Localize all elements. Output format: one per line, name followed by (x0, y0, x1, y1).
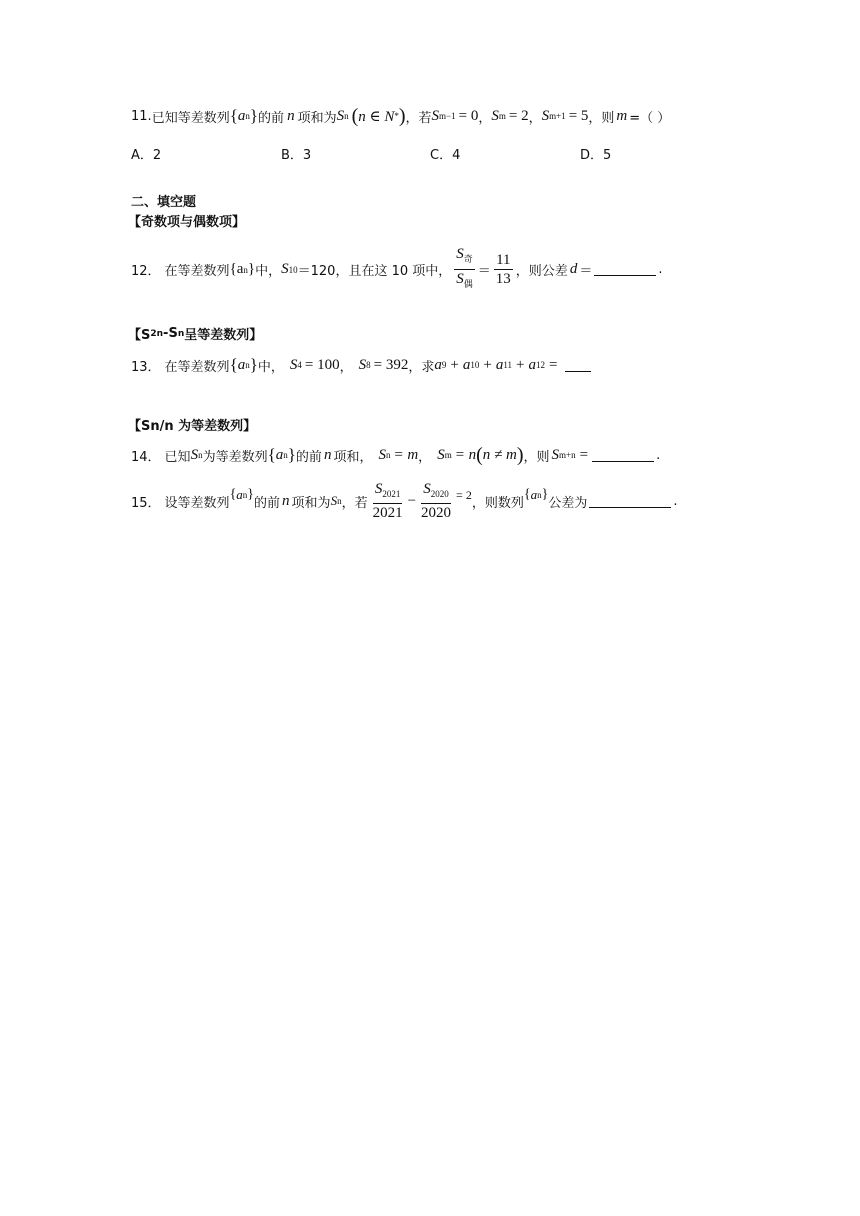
subscript: n (337, 496, 342, 506)
sequence-var: a (237, 356, 246, 373)
fraction-s2021: $\frac{S_{2021}}{2021}$ (372, 481, 403, 521)
question-text: 的前 (258, 110, 285, 126)
question-text: 公差为 (548, 495, 588, 511)
subscript: 10 (288, 264, 298, 275)
comma: ， (418, 449, 432, 465)
condition: n ∈ N (358, 108, 395, 125)
subscript: n (245, 111, 250, 121)
plus: + (483, 356, 492, 373)
variable-S: S (289, 356, 298, 373)
period: . (658, 262, 663, 277)
equation-value: = 2 (456, 487, 472, 502)
question-text: 在等差数列 (164, 264, 230, 279)
subscript: m (498, 111, 506, 121)
minus: − (407, 492, 417, 509)
option-d[interactable]: D．5 (580, 148, 612, 163)
superscript: * (394, 111, 399, 121)
subscript: 11 (503, 360, 512, 370)
question-text: 项和为 (297, 110, 337, 126)
answer-blank[interactable] (565, 359, 591, 372)
fraction-s2020: $\frac{S_{2020}}{2020}$ (421, 481, 452, 521)
question-text: ，则 (588, 110, 615, 126)
equals: ＝ (477, 264, 491, 279)
question-text: 中， (255, 264, 282, 279)
variable-S: S (431, 107, 440, 124)
subscript: m−1 (439, 111, 456, 121)
option-b[interactable]: B．3 (281, 148, 312, 163)
equation-value: = 5 (568, 107, 589, 124)
question-text: 中， (257, 359, 284, 375)
question-text: 为等差数列 (202, 449, 268, 465)
sequence-var: a (275, 446, 284, 463)
question-text: ＝120，且在这 10 项中， (297, 264, 452, 279)
answer-blank[interactable] (589, 495, 671, 508)
question-text: ，若 (341, 495, 368, 511)
question-text: 项和， (333, 449, 373, 465)
equals: = (548, 356, 558, 373)
condition: n ≠ m (482, 446, 517, 463)
question-15-number: 15． (131, 495, 161, 511)
variable-d: d (569, 261, 578, 277)
question-11-options (131, 144, 731, 162)
period: . (673, 493, 678, 509)
section-title: 二、填空题 (131, 195, 197, 210)
variable-n: n (282, 492, 290, 509)
subscript: n (245, 360, 250, 370)
subscript: 12 (535, 360, 545, 370)
answer-blank[interactable] (592, 449, 654, 462)
answer-paren: =（ ） (629, 110, 671, 126)
brace-open: { (267, 445, 276, 464)
question-text: ，则数列 (471, 495, 524, 511)
option-c[interactable]: C．4 (430, 148, 461, 163)
variable-S: S (358, 356, 367, 373)
subscript: n (344, 111, 349, 121)
topic-tag-sn-over-n: 【Sn/n 为等差数列】 (128, 419, 257, 434)
paren-close: ) (398, 105, 406, 127)
question-13-number: 13． (131, 359, 161, 375)
comma: ， (478, 110, 492, 126)
question-text: ，则公差 (515, 264, 568, 279)
subscript: n (385, 450, 391, 460)
variable-S: S (336, 107, 345, 124)
variable-S: S (330, 493, 338, 508)
question-text: 已知 (164, 449, 191, 465)
question-text: 项和为 (291, 495, 331, 511)
brace-open: { (229, 355, 238, 374)
variable-n: n (323, 446, 332, 463)
term-var: a (528, 356, 536, 373)
equation-value: = 0 (458, 107, 479, 124)
question-text: ，求 (408, 359, 435, 375)
question-text: 的前 (295, 449, 322, 465)
option-a[interactable]: A．2 (131, 148, 162, 163)
question-text: 已知等差数列 (151, 110, 230, 126)
variable-S: S (551, 446, 560, 463)
plus: + (516, 356, 525, 373)
equation-value: = 2 (508, 107, 529, 124)
subscript: 8 (366, 360, 371, 370)
question-text: ＝ (579, 264, 593, 279)
question-12-number: 12． (131, 264, 161, 279)
subscript: n (243, 264, 248, 275)
topic-tag-s2n-sn: 【S 2n -S n 呈等差数列】 (128, 326, 263, 343)
subscript: n (198, 450, 203, 460)
subscript: 4 (297, 360, 302, 370)
term-var: a (462, 356, 471, 373)
sequence-var: a (237, 107, 246, 124)
variable-S: S (437, 446, 445, 463)
equation-value: = 100 (304, 356, 340, 373)
term-var: a (495, 356, 504, 373)
subscript: n (283, 450, 288, 460)
subscript: 9 (441, 360, 447, 370)
question-text: 的前 (254, 495, 281, 511)
variable-m: m (616, 107, 628, 124)
question-text: ，若 (405, 110, 432, 126)
equation-value: = n (454, 446, 477, 463)
fraction-ratio: $\frac{11}{13}$ (495, 252, 511, 287)
question-text: ，则 (523, 449, 550, 465)
equation-value: = 392 (373, 356, 409, 373)
brace-open: { (229, 106, 238, 125)
question-12-stem (131, 246, 662, 293)
brace-close: } (249, 106, 259, 125)
variable-S: S (281, 261, 289, 277)
paren-open: ( (351, 105, 359, 127)
subscript: m+1 (549, 111, 566, 121)
fraction-odd-even: $\frac{S_奇}{S_偶}$ (456, 246, 473, 290)
term-var: a (434, 356, 442, 373)
variable-n: n (287, 107, 295, 124)
comma: ， (339, 359, 353, 375)
question-11-stem (131, 106, 670, 126)
variable-S: S (541, 107, 550, 124)
variable-S: S (378, 446, 386, 463)
topic-tag-odd-even: 【奇数项与偶数项】 (128, 215, 246, 230)
question-text: 在等差数列 (164, 359, 230, 375)
subscript: m+n (559, 450, 576, 460)
variable-S: S (491, 107, 499, 124)
brace-close: } (287, 445, 296, 464)
equation-value: = m (393, 446, 419, 463)
question-text: 设等差数列 (164, 495, 230, 511)
comma: ， (528, 110, 542, 126)
subscript: m (444, 450, 452, 460)
brace-close: } (247, 261, 256, 277)
subscript: 10 (470, 360, 480, 370)
paren-open: ( (476, 444, 483, 466)
sequence-notation: { a n } (523, 487, 549, 502)
paren-close: ) (516, 444, 524, 466)
question-14-stem (131, 445, 660, 465)
question-15-stem (131, 481, 677, 521)
period: . (656, 447, 661, 463)
equals: = (579, 446, 589, 463)
plus: + (450, 356, 459, 373)
question-14-number: 14． (131, 449, 161, 465)
question-11-number: 11. (131, 108, 152, 124)
question-13-stem (131, 355, 593, 375)
sequence-notation: { a n } (229, 487, 255, 502)
sequence-var: {a (229, 261, 244, 277)
brace-close: } (249, 355, 258, 374)
answer-blank[interactable] (594, 263, 656, 276)
variable-S: S (190, 446, 199, 463)
